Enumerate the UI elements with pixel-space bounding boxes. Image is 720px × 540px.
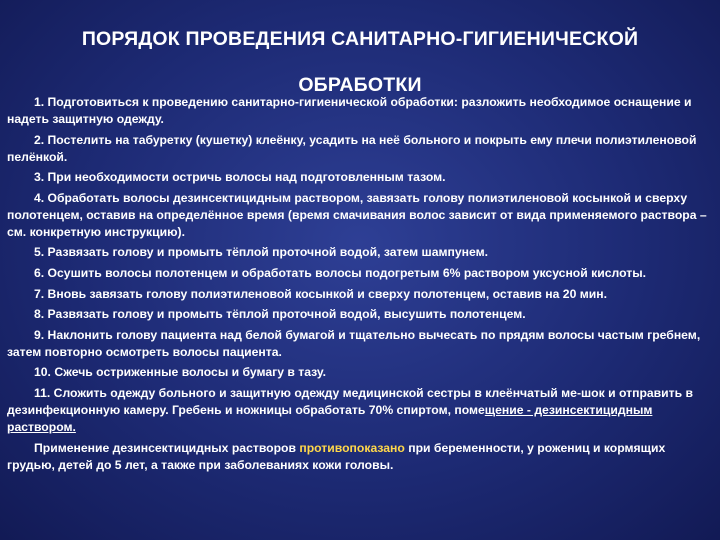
step-5: 5. Развязать голову и промыть тёплой проточной водой, затем шампунем. bbox=[34, 245, 489, 260]
step-11 bbox=[7, 385, 713, 436]
title-line-1: ПОРЯДОК ПРОВЕДЕНИЯ САНИТАРНО-ГИГИЕНИЧЕСКОЙ bbox=[81, 28, 639, 50]
contraindication-note bbox=[7, 440, 713, 474]
note-highlight: противопоказано bbox=[299, 440, 405, 455]
note-text-start: Применение дезинсектицидных растворов bbox=[34, 440, 300, 455]
step-11-text: 11. Сложить одежду больного и защитную одежду медицинской сестры в клеёнчатый ме-шок и отправить в дезинфекционную камеру. Гребень и ножницы обработать 70% спиртом, поме bbox=[7, 385, 694, 417]
note-text-end: при беременности, у рожениц и кормящих грудью, детей до 5 лет, а также при заболеваниях кожи головы. bbox=[7, 440, 666, 472]
step-6: 6. Осушить волосы полотенцем и обработать волосы подогретым 6% раствором уксусной кислоты. bbox=[34, 265, 646, 280]
title-line-2: ОБРАБОТКИ bbox=[298, 74, 422, 96]
step-9: 9. Наклонить голову пациента над белой бумагой и тщательно вычесать по прядям волосы частым гребнем, затем повторно осмотреть волосы пациента. bbox=[7, 327, 701, 359]
step-4: 4. Обработать волосы дезинсектицидным раствором, завязать голову полиэтиленовой косынкой и сверху полотенцем, оставив на определённое время (время смачивания волос зависит от вида применяемого раствора – см. конкретную инструкцию). bbox=[7, 190, 707, 239]
procedure-steps bbox=[7, 94, 713, 477]
step-8: 8. Развязать голову и промыть тёплой проточной водой, высушить полотенцем. bbox=[34, 307, 526, 322]
step-1: 1. Подготовиться к проведению санитарно-гигиенической обработки: разложить необходимое оснащение и надеть защитную одежду. bbox=[7, 95, 692, 126]
step-3: 3. При необходимости остричь волосы над подготовленным тазом. bbox=[34, 170, 446, 185]
step-2: 2. Постелить на табуретку (кушетку) клеёнку, усадить на неё больного и покрыть ему плечи полиэтиленовой пелёнкой. bbox=[7, 132, 697, 164]
step-11-underlined-text: щение - дезинсектицидным раствором. bbox=[7, 402, 653, 434]
step-7: 7. Вновь завязать голову полиэтиленовой косынкой и сверху полотенцем, оставив на 20 мин. bbox=[34, 286, 607, 301]
step-10: 10. Сжечь остриженные волосы и бумагу в тазу. bbox=[34, 365, 326, 380]
